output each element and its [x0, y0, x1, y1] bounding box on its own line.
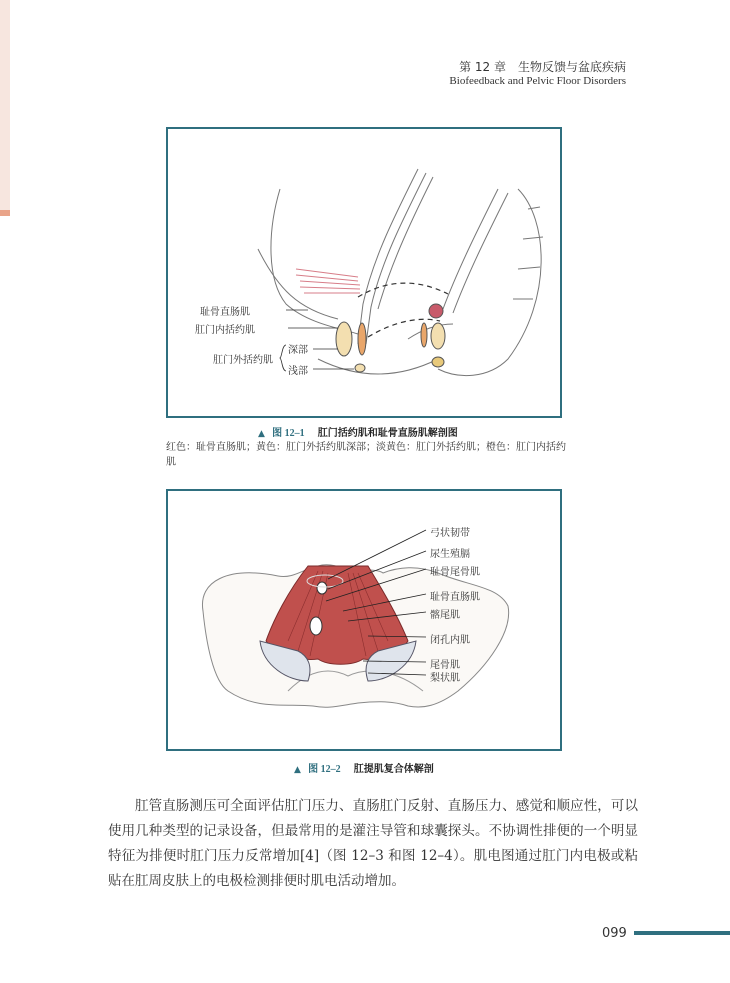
label-arcuate-ligament: 弓状韧带: [430, 528, 470, 539]
caption-number: 图 12–1: [272, 428, 305, 439]
running-header-en: Biofeedback and Pelvic Floor Disorders: [449, 75, 626, 87]
body-paragraph: 肛管直肠测压可全面评估肛门压力、直肠肛门反射、直肠压力、感觉和顺应性，可以使用几种类型的记录设备，但最常用的是灌注导管和球囊探头。不协调性排便的一个明显特征为排便时肛门压力反常增加[4]（图 12–3 和图 12–4）。肌电图通过肛门内电极或粘贴在肛周皮肤上的电极检测排便时肌电活动增加。: [108, 798, 638, 889]
label-internal-sphincter: 肛门内括约肌: [195, 325, 255, 336]
figure2-caption: [294, 760, 434, 775]
caption-marker: ▲: [258, 429, 265, 439]
label-external-sphincter: 肛门外括约肌: [213, 355, 273, 366]
figure1-caption: [258, 424, 458, 439]
running-header-cn: 第 12 章 生物反馈与盆底疾病: [459, 60, 626, 74]
label-obturator-internus: 闭孔内肌: [430, 635, 470, 646]
anal-sphincter-illustration: [168, 129, 560, 416]
label-iliococcygeus: 髂尾肌: [430, 610, 460, 621]
levator-ani-illustration: [168, 491, 560, 749]
caption-marker: ▲: [294, 765, 301, 775]
margin-stripe: [0, 0, 10, 210]
figure1-color-note: 红色：耻骨直肠肌；黄色：肛门外括约肌深部；淡黄色：肛门外括约肌；橙色：肛门内括约肌: [166, 442, 566, 468]
label-pubococcygeus: 耻骨尾骨肌: [430, 567, 480, 578]
label-superficial-part: 浅部: [288, 366, 308, 377]
figure-anal-sphincter: [166, 127, 562, 418]
label-puborectalis: 耻骨直肠肌: [430, 592, 480, 603]
page-number: 099: [602, 926, 627, 941]
chapter-tab-mark: [0, 210, 10, 216]
label-deep-part: 深部: [288, 345, 308, 356]
label-puborectalis: 耻骨直肠肌: [200, 307, 250, 318]
label-piriformis: 梨状肌: [430, 673, 460, 684]
page-footer-bar: [634, 931, 730, 935]
caption-title: 肛提肌复合体解剖: [353, 764, 434, 775]
figure-levator-ani: [166, 489, 562, 751]
caption-title: 肛门括约肌和耻骨直肠肌解剖图: [317, 428, 458, 439]
body-paragraph-block: [108, 794, 638, 894]
label-coccygeus: 尾骨肌: [430, 660, 460, 671]
label-urogenital-diaphragm: 尿生殖膈: [430, 549, 470, 560]
caption-number: 图 12–2: [308, 764, 341, 775]
